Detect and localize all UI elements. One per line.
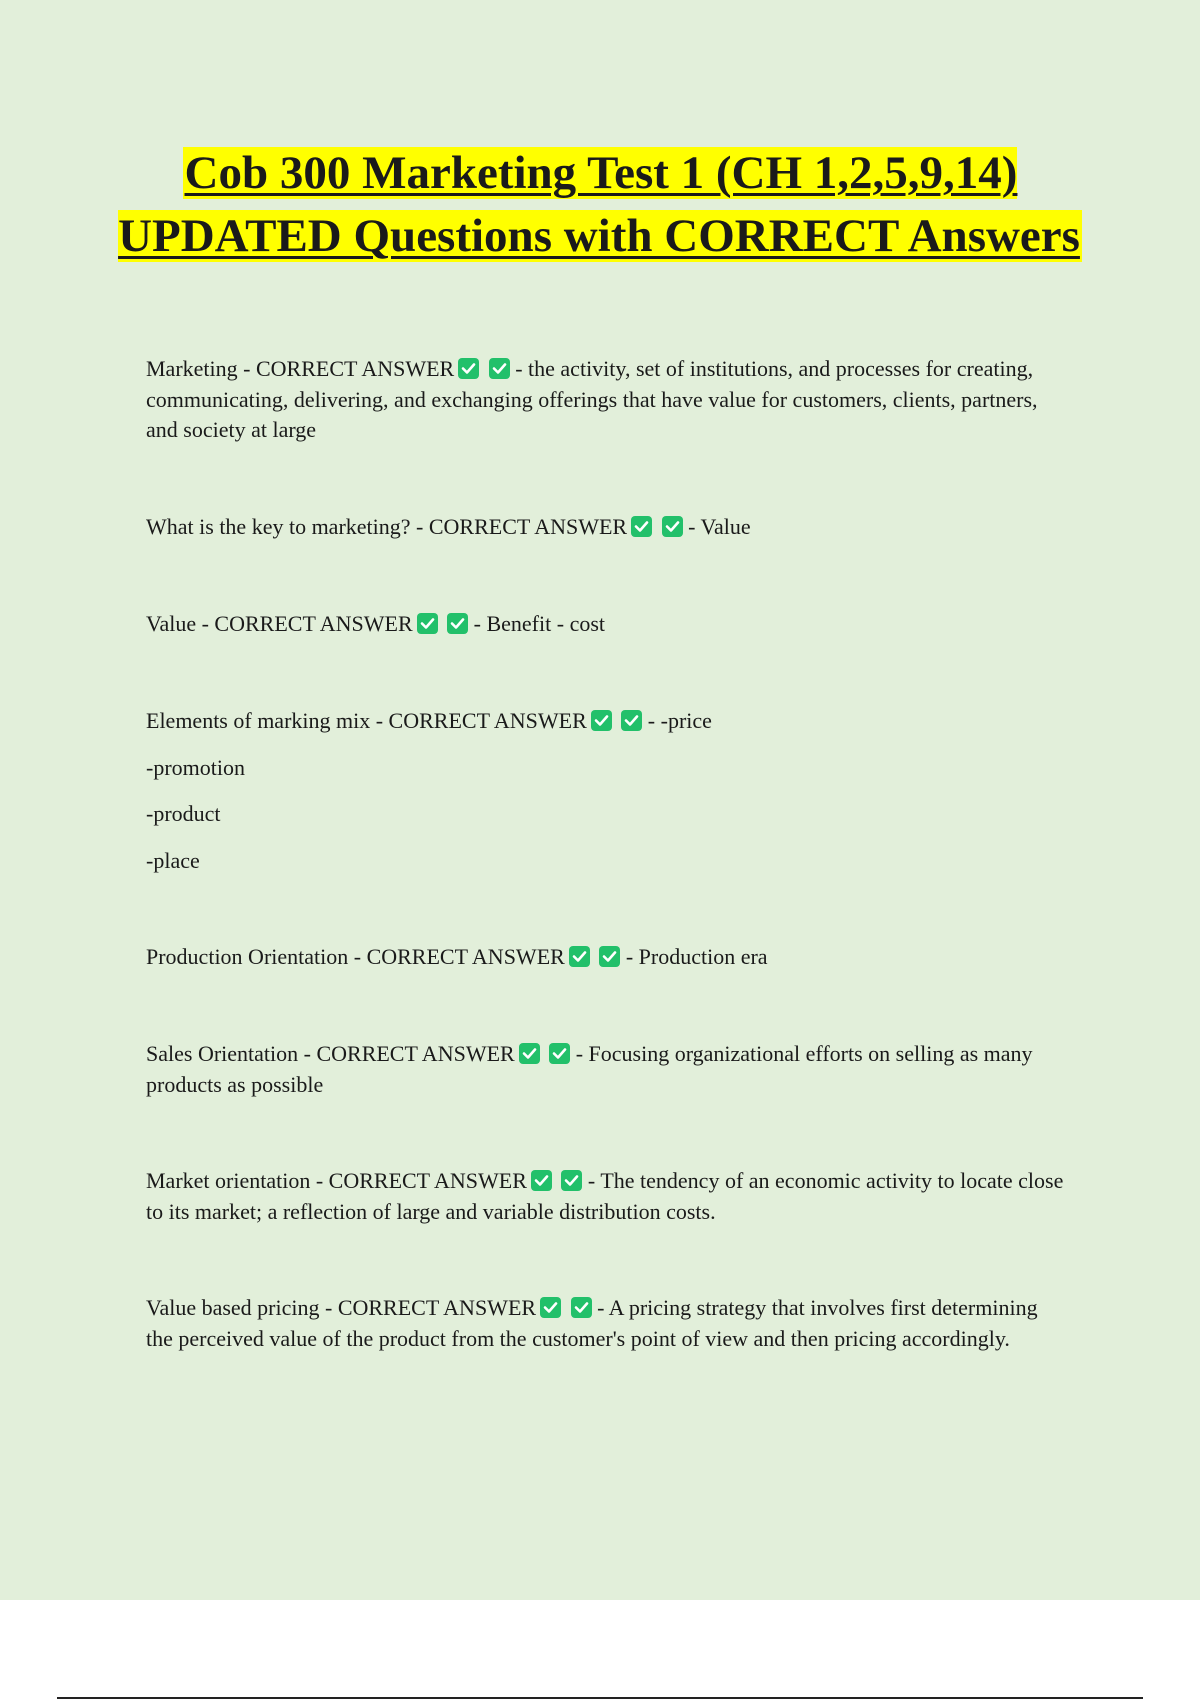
- qa-entry-sales-orientation: [146, 1039, 1066, 1100]
- qa-entry-key-to-marketing: [146, 512, 1066, 543]
- qa-term: Market orientation - CORRECT ANSWER: [146, 1168, 527, 1193]
- qa-answer: - The tendency of an economic activity to locate close to its market; a reflection of large and variable distribution costs.: [146, 1168, 1064, 1224]
- qa-term: Sales Orientation - CORRECT ANSWER: [146, 1041, 515, 1066]
- footer-divider: [57, 1697, 1143, 1699]
- check-icon: [599, 946, 620, 967]
- title-highlight: Cob 300 Marketing Test 1 (CH 1,2,5,9,14) UPDATED Questions with CORRECT Answers: [118, 147, 1080, 262]
- check-icon: [591, 710, 612, 731]
- qa-entry-market-orientation: [146, 1166, 1066, 1227]
- mix-item-place: -place: [146, 847, 200, 873]
- qa-answer: - Focusing organizational efforts on selling as many products as possible: [146, 1041, 1033, 1097]
- qa-answer: - -price: [647, 708, 712, 733]
- qa-answer: - the activity, set of institutions, and processes for creating, communicating, delivering, and exchanging offerings that have value for customers, clients, partners, and society at large: [146, 356, 1038, 442]
- mix-item-product: -product: [146, 801, 221, 826]
- check-icon: [540, 1297, 561, 1318]
- qa-entry-marketing-mix: [146, 706, 1066, 876]
- qa-entry-value-based-pricing: [146, 1293, 1066, 1354]
- check-icon: [662, 516, 683, 537]
- check-icon: [489, 358, 510, 379]
- check-icon: [519, 1043, 540, 1064]
- qa-term: Marketing - CORRECT ANSWER: [146, 356, 455, 381]
- document-title: [100, 142, 1100, 268]
- check-icon: [447, 613, 468, 634]
- check-icon: [569, 946, 590, 967]
- qa-term: Elements of marking mix - CORRECT ANSWER: [146, 708, 587, 733]
- check-icon: [621, 710, 642, 731]
- qa-term: What is the key to marketing? - CORRECT ANSWER: [146, 514, 628, 539]
- qa-entry-marketing: [146, 354, 1066, 446]
- check-icon: [549, 1043, 570, 1064]
- qa-answer: - Value: [688, 514, 751, 539]
- qa-answer: - Production era: [625, 944, 768, 969]
- check-icon: [631, 516, 652, 537]
- check-icon: [458, 358, 479, 379]
- qa-entry-production-orientation: [146, 942, 1066, 973]
- check-icon: [571, 1297, 592, 1318]
- check-icon: [561, 1170, 582, 1191]
- qa-entry-value: [146, 609, 1066, 640]
- qa-term: Production Orientation - CORRECT ANSWER: [146, 944, 565, 969]
- qa-term: Value based pricing - CORRECT ANSWER: [146, 1295, 537, 1320]
- qa-answer: - A pricing strategy that involves first determining the perceived value of the product from the customer's point of view and then pricing accordingly.: [146, 1295, 1038, 1351]
- check-icon: [417, 613, 438, 634]
- mix-item-promotion: -promotion: [146, 754, 245, 780]
- check-icon: [531, 1170, 552, 1191]
- qa-answer: - Benefit - cost: [473, 611, 606, 636]
- qa-term: Value - CORRECT ANSWER: [146, 611, 413, 636]
